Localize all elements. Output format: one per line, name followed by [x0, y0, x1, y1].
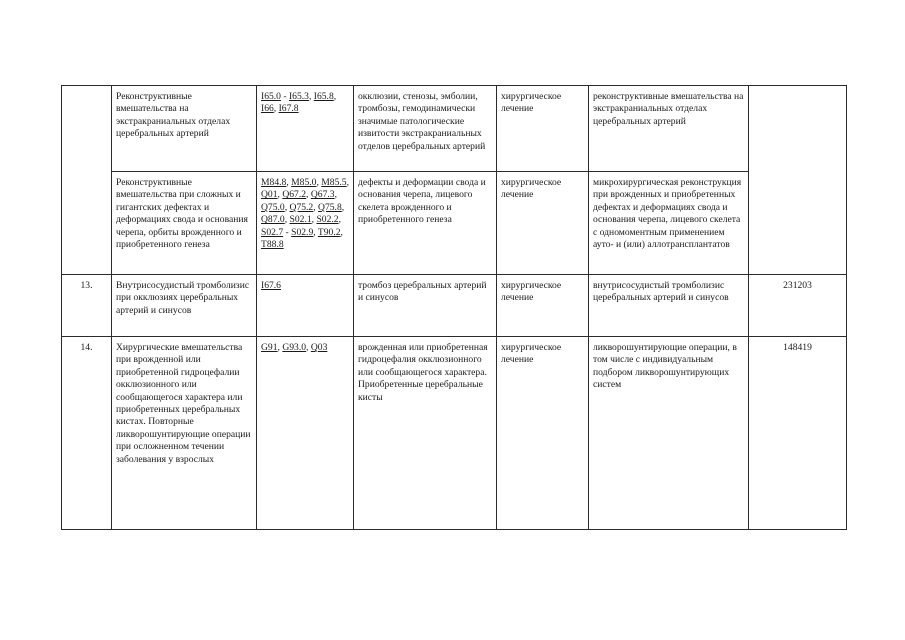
icd-code-link[interactable]: Q67.2: [282, 189, 307, 201]
icd-code-link[interactable]: S02.9: [291, 226, 314, 238]
icd-code-link[interactable]: Q75.8: [318, 201, 342, 213]
treatment-type-cell: хирургическое лечение: [497, 275, 589, 337]
table-row: [62, 172, 847, 275]
icd-code-link[interactable]: I65.3: [288, 91, 309, 102]
icd-code-separator: ,: [341, 201, 345, 213]
icd-code-link[interactable]: T90.2: [317, 226, 341, 238]
icd-code-link[interactable]: S02.7: [261, 226, 284, 238]
icd-code-separator: ,: [313, 226, 318, 238]
icd-code-separator: ,: [334, 189, 337, 201]
icd-code-separator: ,: [316, 177, 322, 188]
tariff-cell: 148419: [749, 337, 847, 530]
icd-code-link[interactable]: M85.5: [321, 177, 347, 188]
row-number-cell: 13.: [62, 275, 112, 337]
icd-code-link[interactable]: I67.8: [278, 103, 299, 115]
icd-code-link[interactable]: I65.0: [261, 91, 281, 102]
patient-model-cell: тромбоз церебральных артерий и синусов: [354, 275, 497, 337]
icd-code-separator: ,: [313, 201, 319, 213]
icd-code-link[interactable]: Q03: [310, 342, 328, 353]
patient-model-cell: врожденная или приобретенная гидроцефалия окклюзионного или сообщающегося характера. Приобретенные церебральные кисты: [354, 337, 497, 530]
icd-code-link[interactable]: I65.8: [313, 91, 334, 102]
icd-code-link[interactable]: S02.1: [289, 214, 312, 226]
medical-care-table: [61, 85, 847, 530]
icd-code-link[interactable]: Q67.3: [310, 189, 335, 201]
icd-code-separator: ,: [308, 91, 314, 102]
icd-code-separator: ,: [340, 226, 343, 238]
icd-codes-cell: [257, 275, 354, 337]
tariff-cell: 231203: [749, 275, 847, 337]
icd-code-link[interactable]: S02.2: [316, 214, 339, 226]
patient-model-cell: дефекты и деформации свода и основания черепа, лицевого скелета врожденного и приобретенного генеза: [354, 172, 497, 275]
treatment-method-cell: реконструктивные вмешательства на экстракраниальных отделах церебральных артерий: [589, 86, 749, 172]
tariff-cell: [749, 86, 847, 275]
icd-code-link[interactable]: Q75.2: [289, 201, 314, 213]
icd-code-separator: ,: [277, 342, 283, 353]
treatment-type-cell: хирургическое лечение: [497, 172, 589, 275]
icd-codes-cell: [257, 172, 354, 275]
icd-code-separator: ,: [277, 189, 283, 201]
intervention-name-cell: Внутрисосудистый тромболизис при окклюзиях церебральных артерий и синусов: [112, 275, 257, 337]
treatment-method-cell: ликворошунтирующие операции, в том числе с индивидуальным подбором ликворошунтирующих систем: [589, 337, 749, 530]
icd-code-separator: ,: [338, 214, 341, 226]
intervention-name-cell: Реконструктивные вмешательства на экстракраниальных отделах церебральных артерий: [112, 86, 257, 172]
icd-code-link[interactable]: Q87.0: [261, 214, 285, 226]
table-row: [62, 86, 847, 172]
icd-code-separator: ,: [284, 201, 290, 213]
icd-code-separator: ,: [333, 91, 337, 102]
icd-code-separator: ,: [346, 177, 349, 188]
icd-code-separator: ,: [273, 103, 279, 115]
icd-code-link[interactable]: G93.0: [282, 342, 307, 353]
icd-code-separator: -: [280, 91, 289, 102]
icd-code-link[interactable]: T88.8: [261, 239, 284, 251]
icd-code-link[interactable]: I67.6: [261, 280, 281, 291]
table-row: [62, 275, 847, 337]
icd-code-link[interactable]: M85.0: [291, 177, 317, 188]
icd-code-separator: ,: [284, 214, 290, 226]
icd-code-link[interactable]: Q75.0: [261, 201, 285, 213]
treatment-method-cell: внутрисосудистый тромболизис церебральных артерий и синусов: [589, 275, 749, 337]
intervention-name-cell: Реконструктивные вмешательства при сложных и гигантских дефектах и деформациях свода и основания черепа, орбиты врожденного и приобретенного генеза: [112, 172, 257, 275]
icd-code-link[interactable]: M84.8: [261, 177, 287, 188]
row-number-cell: 14.: [62, 337, 112, 530]
icd-code-separator: ,: [286, 177, 292, 188]
icd-code-link[interactable]: G91: [261, 342, 278, 353]
intervention-name-cell: Хирургические вмешательства при врожденной или приобретенной гидроцефалии окклюзионного или сообщающегося характера или приобретенных церебральных кистах. Повторные ликворошунтирующие операции при осложненном течении заболевания у взрослых: [112, 337, 257, 530]
icd-code-separator: ,: [311, 214, 317, 226]
icd-code-link[interactable]: I66: [261, 103, 274, 115]
treatment-type-cell: хирургическое лечение: [497, 86, 589, 172]
icd-code-separator: ,: [306, 189, 311, 201]
treatment-type-cell: хирургическое лечение: [497, 337, 589, 530]
icd-code-link[interactable]: Q01: [261, 189, 278, 201]
row-number-cell: [62, 86, 112, 275]
patient-model-cell: окклюзии, стенозы, эмболии, тромбозы, гемодинамически значимые патологические извитости экстракраниальных отделов церебральных артерий: [354, 86, 497, 172]
icd-codes-cell: [257, 337, 354, 530]
icd-codes-cell: [257, 86, 354, 172]
icd-code-separator: ,: [306, 342, 311, 353]
icd-code-separator: -: [283, 226, 292, 238]
table-row: [62, 337, 847, 530]
treatment-method-cell: микрохирургическая реконструкция при врожденных и приобретенных дефектах и деформациях свода и основания черепа, лицевого скелета с одномоментным применением ауто- и (или) аллотрансплантатов: [589, 172, 749, 275]
